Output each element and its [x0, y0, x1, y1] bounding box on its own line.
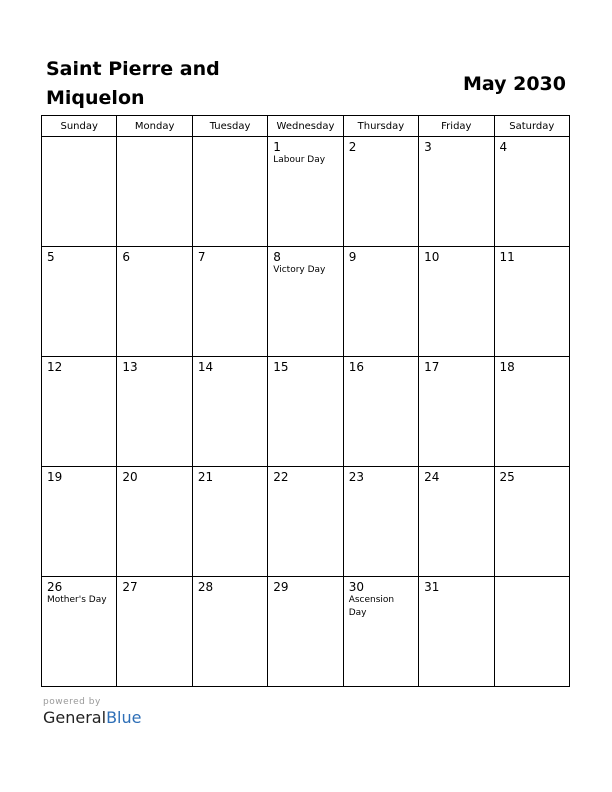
- day-cell: [117, 137, 192, 247]
- day-number: 4: [499, 140, 508, 154]
- day-cell: [494, 577, 569, 687]
- day-number: 15: [273, 360, 289, 374]
- day-cell: [268, 357, 343, 467]
- day-cell: [494, 357, 569, 467]
- day-number: [117, 137, 191, 140]
- day-number: 22: [273, 470, 289, 484]
- weekday-saturday: Saturday: [494, 116, 569, 137]
- day-number: 29: [273, 580, 289, 594]
- country-title: Saint Pierre and Miquelon: [46, 58, 220, 109]
- day-number: 16: [348, 360, 364, 374]
- calendar-grid: [41, 115, 570, 687]
- holiday-label: Ascension Day: [348, 595, 395, 618]
- day-number: 7: [197, 250, 206, 264]
- powered-by-text: powered by: [43, 697, 101, 707]
- day-number: 2: [348, 140, 357, 154]
- day-number: 27: [122, 580, 138, 594]
- day-cell: [343, 247, 418, 357]
- weekday-monday: Monday: [117, 116, 192, 137]
- day-cell: [117, 247, 192, 357]
- weekday-thursday: Thursday: [343, 116, 418, 137]
- day-cell: [343, 467, 418, 577]
- day-number: 20: [122, 470, 138, 484]
- day-number: 11: [499, 250, 515, 264]
- day-number: [193, 137, 267, 140]
- day-number: 31: [424, 580, 440, 594]
- week-row: [42, 137, 570, 247]
- day-cell: [42, 467, 117, 577]
- day-cell: [494, 247, 569, 357]
- week-row: [42, 577, 570, 687]
- day-number: [495, 577, 569, 580]
- brand-general: General: [43, 708, 107, 727]
- day-cell: [343, 357, 418, 467]
- day-number: 9: [348, 250, 357, 264]
- day-cell: [419, 467, 494, 577]
- weekday-friday: Friday: [419, 116, 494, 137]
- day-cell: [117, 357, 192, 467]
- day-number: 25: [499, 470, 515, 484]
- weekday-header-row: [42, 116, 570, 137]
- day-cell: [117, 577, 192, 687]
- day-number: 23: [348, 470, 364, 484]
- day-cell: [42, 247, 117, 357]
- day-number: 8: [273, 250, 281, 264]
- day-cell: [192, 357, 267, 467]
- day-number: 14: [197, 360, 214, 374]
- day-number: 18: [499, 360, 515, 374]
- day-cell: [268, 137, 343, 247]
- day-cell: [42, 577, 117, 687]
- day-number: 13: [122, 360, 138, 374]
- day-cell: [192, 577, 267, 687]
- day-cell: [42, 137, 117, 247]
- day-number: 24: [424, 470, 440, 484]
- day-cell: [192, 137, 267, 247]
- weekday-wednesday: Wednesday: [268, 116, 343, 137]
- day-cell: [268, 247, 343, 357]
- day-number: 5: [47, 250, 55, 264]
- day-cell: [117, 467, 192, 577]
- day-number: 1: [273, 140, 281, 154]
- day-number: 17: [424, 360, 440, 374]
- day-number: 12: [47, 360, 63, 374]
- day-cell: [268, 577, 343, 687]
- day-cell: [192, 247, 267, 357]
- day-cell: [494, 467, 569, 577]
- day-number: 19: [47, 470, 63, 484]
- day-cell: [42, 357, 117, 467]
- generalblue-logo: [43, 708, 141, 728]
- day-cell: [494, 137, 569, 247]
- day-cell: [343, 577, 418, 687]
- week-row: [42, 247, 570, 357]
- day-number: 28: [197, 580, 214, 594]
- day-cell: [192, 467, 267, 577]
- day-cell: [419, 247, 494, 357]
- day-number: 6: [122, 250, 131, 264]
- holiday-label: Victory Day: [273, 265, 326, 275]
- day-cell: [268, 467, 343, 577]
- day-cell: [419, 137, 494, 247]
- month-year-title: May 2030: [462, 73, 566, 95]
- day-number: [42, 137, 116, 140]
- day-number: 3: [424, 140, 432, 154]
- footer-branding: [43, 697, 141, 728]
- weekday-tuesday: Tuesday: [192, 116, 267, 137]
- week-row: [42, 357, 570, 467]
- day-number: 26: [47, 580, 63, 594]
- brand-blue: Blue: [106, 708, 142, 727]
- day-number: 10: [424, 250, 440, 264]
- holiday-label: Labour Day: [273, 155, 326, 165]
- day-cell: [419, 577, 494, 687]
- day-cell: [343, 137, 418, 247]
- holiday-label: Mother's Day: [47, 595, 107, 605]
- week-row: [42, 467, 570, 577]
- day-cell: [419, 357, 494, 467]
- weekday-sunday: Sunday: [42, 116, 117, 137]
- day-number: 30: [348, 580, 364, 594]
- day-number: 21: [197, 470, 214, 484]
